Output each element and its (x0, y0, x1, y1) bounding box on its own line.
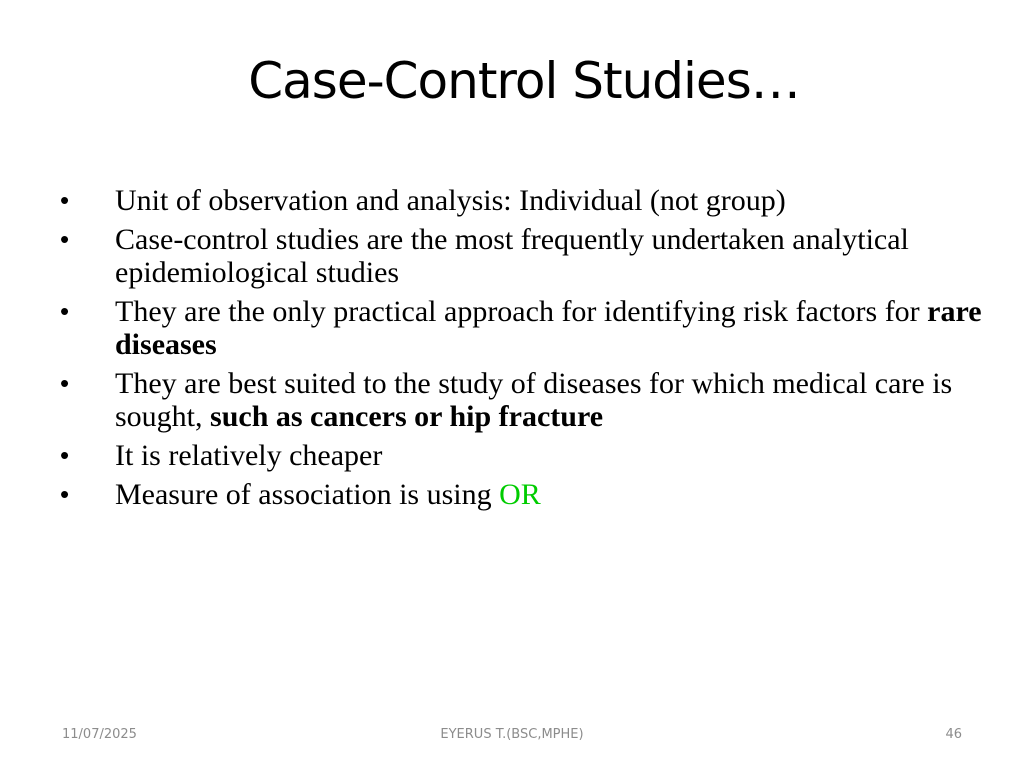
bullet-item (60, 295, 1000, 361)
bullet-item (60, 223, 1000, 289)
bullet-text: Unit of observation and analysis: Individual (not group) (115, 184, 786, 217)
bullet-text: Measure of association is using (115, 478, 500, 511)
bullet-item (60, 367, 1000, 433)
footer-date: 11/07/2025 (62, 727, 137, 742)
footer-page-number: 46 (945, 727, 962, 742)
bullet-icon: • (60, 479, 70, 509)
bullet-text: They are the only practical approach for identifying risk factors for (115, 295, 928, 328)
bullet-emphasis: such as cancers or hip fracture (210, 400, 604, 433)
bullet-icon: • (60, 224, 70, 254)
bullet-highlight-or: OR (499, 478, 541, 511)
footer-author: EYERUS T.(BSC,MPHE) (440, 727, 584, 742)
bullet-item (60, 439, 1000, 472)
bullet-icon: • (60, 440, 70, 470)
bullet-item (60, 478, 1000, 511)
slide-title: Case-Control Studies… (248, 52, 800, 110)
bullet-icon: • (60, 185, 70, 215)
bullet-text: They are best suited to the study of diseases for which medical care is sought, (115, 367, 953, 433)
bullet-emphasis: rare diseases (115, 295, 982, 361)
bullet-text: Case-control studies are the most frequently undertaken analytical epidemiological studies (115, 223, 909, 289)
bullet-icon: • (60, 368, 70, 398)
bullet-list (60, 184, 1000, 517)
bullet-icon: • (60, 296, 70, 326)
bullet-item (60, 184, 1000, 217)
bullet-text: It is relatively cheaper (115, 439, 383, 472)
